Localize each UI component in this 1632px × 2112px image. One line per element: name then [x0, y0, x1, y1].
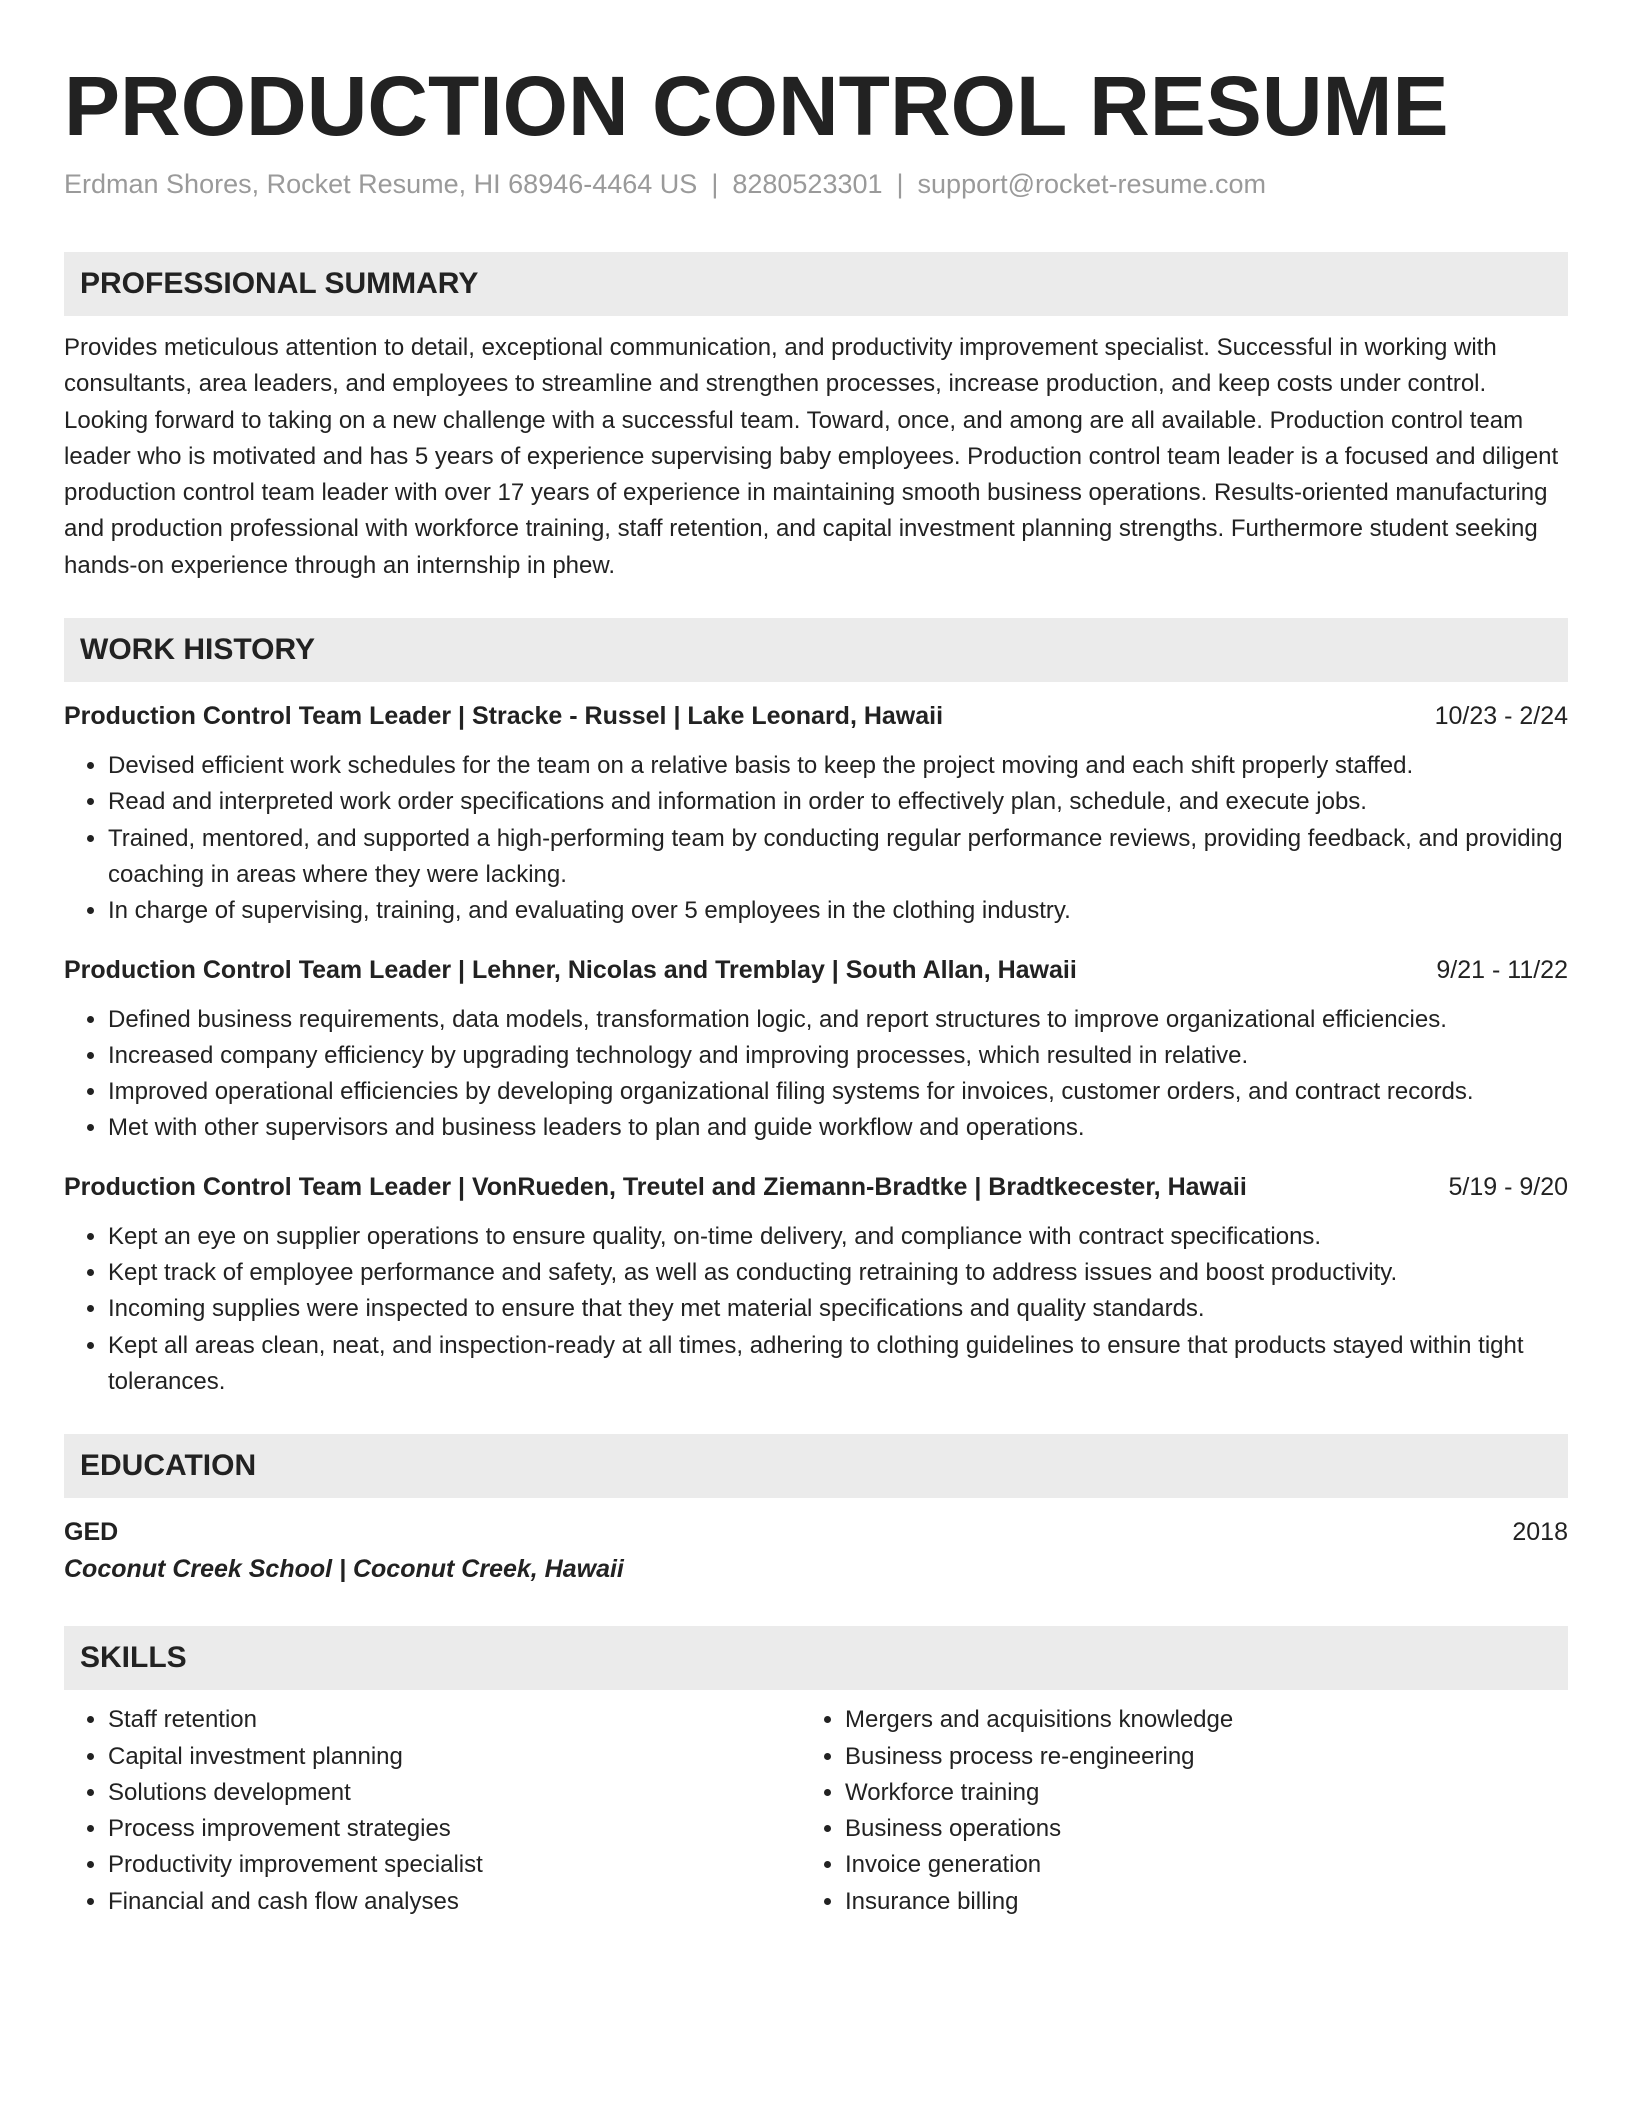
education-year: 2018	[1512, 1518, 1568, 1547]
section-heading-work-history: WORK HISTORY	[64, 618, 1568, 682]
contact-email: support@rocket-resume.com	[917, 169, 1267, 199]
job-title: Production Control Team Leader | Stracke - Russel | Lake Leonard, Hawaii	[64, 702, 944, 731]
job-bullet: • Incoming supplies were inspected to ensure that they met material specifications and quality standards.	[108, 1291, 1568, 1327]
job-header	[64, 698, 1568, 734]
skills-list-left	[64, 1702, 801, 1920]
job-entry	[64, 1169, 1568, 1400]
skill-item: • Business process re-engineering	[845, 1739, 1568, 1775]
education-section	[64, 1434, 1568, 1588]
section-heading-summary: PROFESSIONAL SUMMARY	[64, 252, 1568, 316]
job-bullet: • Improved operational efficiencies by developing organizational filing systems for invoices, customer orders, and contract records.	[108, 1074, 1568, 1110]
skill-item: • Invoice generation	[845, 1847, 1568, 1883]
job-dates: 10/23 - 2/24	[1434, 702, 1568, 731]
job-header	[64, 952, 1568, 988]
professional-summary-section	[64, 252, 1568, 584]
job-bullet: • Kept track of employee performance and safety, as well as conducting retraining to address issues and boost productivity.	[108, 1255, 1568, 1291]
contact-address: Erdman Shores, Rocket Resume, HI 68946-4464 US	[64, 169, 698, 199]
skills-list-right	[801, 1702, 1568, 1920]
skill-item: • Business operations	[845, 1811, 1568, 1847]
job-entry	[64, 698, 1568, 929]
job-bullet: • Read and interpreted work order specifications and information in order to effectively plan, schedule, and execute jobs.	[108, 784, 1568, 820]
job-bullet: • Devised efficient work schedules for the team on a relative basis to keep the project moving and each shift properly staffed.	[108, 748, 1568, 784]
job-title: Production Control Team Leader | Lehner, Nicolas and Tremblay | South Allan, Hawaii	[64, 955, 1077, 984]
contact-separator: |	[896, 169, 904, 199]
education-row	[64, 1514, 1568, 1550]
contact-phone: 8280523301	[732, 169, 883, 199]
skill-item: • Productivity improvement specialist	[108, 1847, 801, 1883]
skills-section	[64, 1626, 1568, 1920]
resume-title: PRODUCTION CONTROL RESUME	[64, 59, 1449, 153]
job-bullet: • Met with other supervisors and business leaders to plan and guide workflow and operations.	[108, 1110, 1568, 1146]
work-history-section	[64, 618, 1568, 1400]
job-entry	[64, 952, 1568, 1147]
job-bullet: • Increased company efficiency by upgrading technology and improving processes, which resulted in relative.	[108, 1038, 1568, 1074]
job-dates: 9/21 - 11/22	[1436, 955, 1568, 984]
job-title: Production Control Team Leader | VonRueden, Treutel and Ziemann-Bradtke | Bradtkecester, Hawaii	[64, 1172, 1247, 1201]
education-school: Coconut Creek School | Coconut Creek, Hawaii	[64, 1555, 624, 1584]
skill-item: • Staff retention	[108, 1702, 801, 1738]
summary-text: Provides meticulous attention to detail, exceptional communication, and productivity improvement specialist. Successful in working with consultants, area leaders, and employees to streamline and strengthen processes, increase production, and keep costs under control. Looking forward to taking on a new challenge with a successful team. Toward, once, and among are all available. Production control team leader who is motivated and has 5 years of experience supervising baby employees. Production control team leader is a focused and diligent production control team leader with over 17 years of experience in maintaining smooth business operations. Results-oriented manufacturing and production professional with workforce training, staff retention, and capital investment planning strengths. Furthermore student seeking hands-on experience through an internship in phew.	[64, 334, 1559, 579]
section-heading-skills: SKILLS	[64, 1626, 1568, 1690]
job-bullets	[64, 1219, 1568, 1400]
skill-item: • Capital investment planning	[108, 1739, 801, 1775]
skill-item: • Insurance billing	[845, 1884, 1568, 1920]
skill-item: • Mergers and acquisitions knowledge	[845, 1702, 1568, 1738]
job-bullet: • Defined business requirements, data models, transformation logic, and report structures to improve organizational efficiencies.	[108, 1002, 1568, 1038]
education-degree: GED	[64, 1518, 119, 1547]
job-header	[64, 1169, 1568, 1205]
skill-item: • Process improvement strategies	[108, 1811, 801, 1847]
contact-line	[64, 166, 1568, 202]
job-bullets	[64, 748, 1568, 929]
skill-item: • Financial and cash flow analyses	[108, 1884, 801, 1920]
job-bullet: • In charge of supervising, training, and evaluating over 5 employees in the clothing industry.	[108, 893, 1568, 929]
job-dates: 5/19 - 9/20	[1448, 1172, 1568, 1201]
skill-item: • Workforce training	[845, 1775, 1568, 1811]
job-bullets	[64, 1002, 1568, 1147]
skills-columns	[64, 1702, 1568, 1920]
job-bullet: • Kept all areas clean, neat, and inspection-ready at all times, adhering to clothing guidelines to ensure that products stayed within tight tolerances.	[108, 1328, 1568, 1401]
contact-separator: |	[711, 169, 719, 199]
job-bullet: • Trained, mentored, and supported a high-performing team by conducting regular performance reviews, providing feedback, and providing coaching in areas where they were lacking.	[108, 821, 1568, 894]
job-bullet: • Kept an eye on supplier operations to ensure quality, on-time delivery, and compliance with contract specifications.	[108, 1219, 1568, 1255]
section-heading-education: EDUCATION	[64, 1434, 1568, 1498]
skill-item: • Solutions development	[108, 1775, 801, 1811]
